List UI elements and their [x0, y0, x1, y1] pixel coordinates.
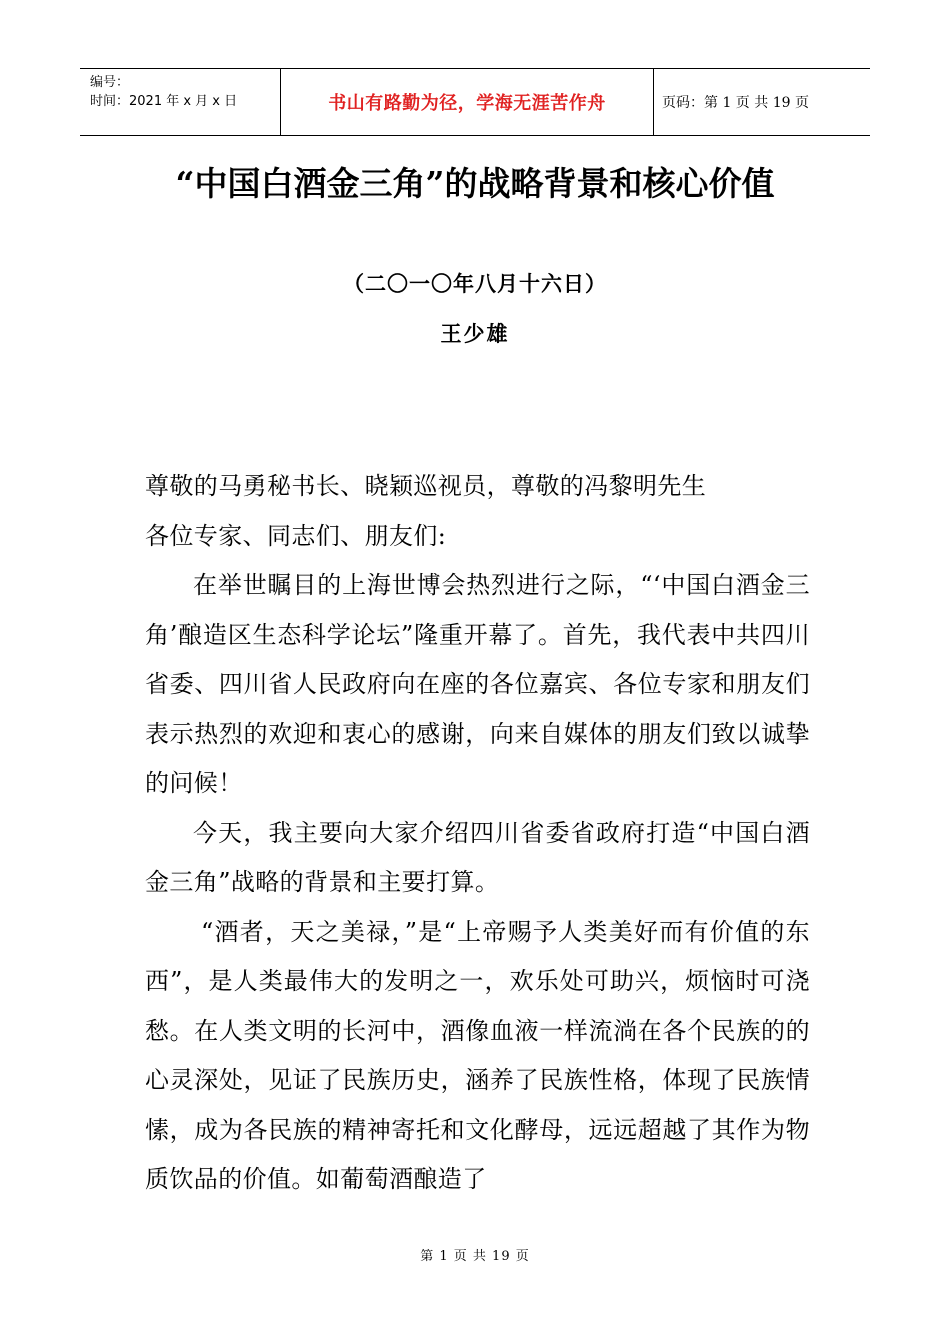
header-meta [80, 69, 281, 135]
document-time-label: 时间：2021 年 x 月 x 日 [90, 94, 238, 109]
document-title: “中国白酒金三角”的战略背景和核心价值 [175, 164, 775, 203]
document-author: 王少雄 [440, 321, 510, 346]
document-body [145, 462, 810, 1205]
document-date: （二〇一〇年八月十六日） [343, 271, 607, 296]
body-paragraph: 今天，我主要向大家介绍四川省委省政府打造“中国白酒金三角”战略的背景和主要打算。 [145, 818, 810, 896]
document-number-label: 编号： [90, 75, 130, 90]
header-motto: 书山有路勤为径，学海无涯苦作舟 [281, 69, 654, 135]
page-header [80, 68, 870, 136]
body-paragraph: 在举世瞩目的上海世博会热烈进行之际，“‘中国白酒金三角’酿造区生态科学论坛”隆重开幕了。首先，我代表中共四川省委、四川省人民政府向在座的各位嘉宾、各位专家和朋友们表示热烈的欢迎和衷心的感谢，向来自媒体的朋友们致以诚挚的问候！ [145, 571, 810, 797]
salutation-line: 各位专家、同志们、朋友们: [145, 521, 447, 550]
header-page-info: 页码：第 1 页 共 19 页 [662, 95, 809, 111]
page-footer: 第 1 页 共 19 页 [420, 1249, 530, 1264]
salutation-line: 尊敬的马勇秘书长、晓颖巡视员，尊敬的冯黎明先生 [145, 472, 707, 500]
body-paragraph: “酒者，天之美禄，”是“上帝赐予人类美好而有价值的东西”，是人类最伟大的发明之一，欢乐处可助兴，烦恼时可浇愁。在人类文明的长河中，酒像血液一样流淌在各个民族的的心灵深处，见证了民族历史，涵养了民族性格，体现了民族情愫，成为各民族的精神寄托和文化酵母，远远超越了其作为物质饮品的价值。如葡萄酒酿造了 [145, 917, 810, 1193]
